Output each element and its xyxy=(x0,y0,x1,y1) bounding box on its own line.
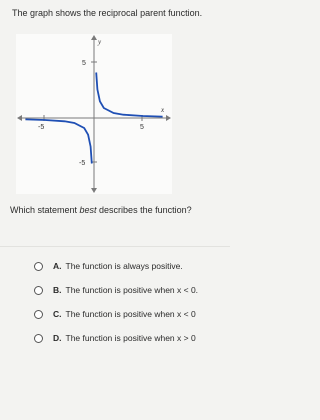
curve-branch-negative-x xyxy=(25,119,91,163)
question-stem xyxy=(10,205,226,216)
option-a[interactable] xyxy=(34,259,230,273)
tick-label-x-neg: -5 xyxy=(38,124,45,131)
option-c-text: The function is positive when x < 0 xyxy=(65,309,196,319)
curve-branch-positive-x xyxy=(96,73,162,117)
option-d-letter: D. xyxy=(53,333,62,343)
question-prompt: The graph shows the reciprocal parent function. xyxy=(12,8,203,18)
x-axis-arrow-right-icon xyxy=(166,115,171,121)
option-c[interactable] xyxy=(34,307,230,321)
tick-label-x-pos: 5 xyxy=(140,124,144,131)
option-b[interactable] xyxy=(34,283,230,297)
stem-suffix: describes the function? xyxy=(96,205,192,215)
tick-label-y-pos: 5 xyxy=(82,60,86,67)
option-b-letter: B. xyxy=(53,285,62,295)
option-c-letter: C. xyxy=(53,309,62,319)
radio-c[interactable] xyxy=(34,310,43,319)
radio-a[interactable] xyxy=(34,262,43,271)
radio-d[interactable] xyxy=(34,334,43,343)
option-a-text: The function is always positive. xyxy=(65,261,183,271)
y-axis-arrow-up-icon xyxy=(91,35,97,40)
radio-b[interactable] xyxy=(34,286,43,295)
divider xyxy=(0,246,230,247)
option-a-letter: A. xyxy=(53,261,62,271)
option-d-text: The function is positive when x > 0 xyxy=(65,333,196,343)
stem-emphasis: best xyxy=(79,205,97,215)
tick-label-y-neg: -5 xyxy=(79,160,86,167)
option-d[interactable] xyxy=(34,331,230,345)
reciprocal-graph xyxy=(16,34,172,194)
x-axis-arrow-left-icon xyxy=(17,115,22,121)
y-axis-label: y xyxy=(98,38,102,46)
option-b-text: The function is positive when x < 0. xyxy=(65,285,199,295)
x-axis-label: x xyxy=(161,106,165,114)
stem-prefix: Which statement xyxy=(10,205,80,215)
graph-panel xyxy=(16,34,172,194)
y-axis-arrow-down-icon xyxy=(91,188,97,193)
